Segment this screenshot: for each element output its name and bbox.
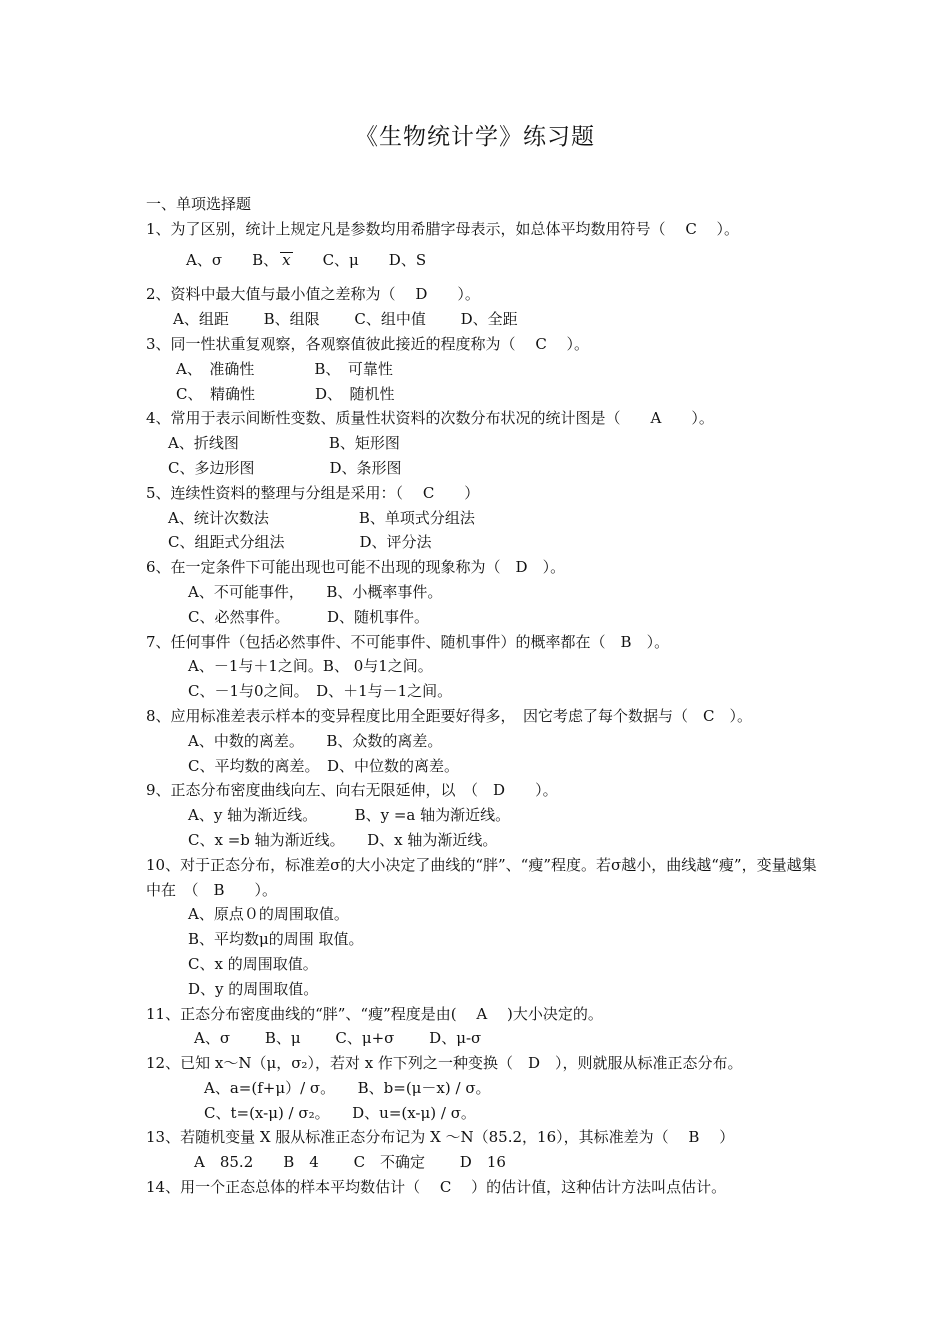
question-10-option-b: B、平均数μ的周围 取值。 — [188, 930, 364, 949]
question-8-options-2: C、平均数的离差。 D、中位数的离差。 — [188, 756, 460, 775]
question-6-options-2: C、必然事件。 D、随机事件。 — [188, 607, 430, 626]
question-9-stem: 9、正态分布密度曲线向左、向右无限延伸，以 （ D ）。 — [146, 781, 558, 800]
question-7-stem: 7、任何事件（包括必然事件、不可能事件、随机事件）的概率都在（ B ）。 — [146, 632, 670, 651]
question-10-stem: 10、对于正态分布，标准差σ的大小决定了曲线的“胖”、“瘦”程度。若σ越小，曲线越“瘦”，变量越集中在 （ B ）。 — [146, 855, 817, 899]
q1-option-cd: C、μ D、S — [292, 250, 427, 269]
question-6-options-1: A、不可能事件， B、小概率事件。 — [188, 582, 443, 601]
question-10-option-a: A、原点０的周围取值。 — [188, 905, 349, 924]
question-1-options — [146, 248, 818, 273]
question-2-options: A、组距 B、组限 C、组中值 D、全距 — [173, 310, 518, 329]
question-11-options: A、σ B、μ C、μ+σ D、μ-σ — [194, 1029, 482, 1048]
question-14-stem: 14、用一个正态总体的样本平均数估计（ C ）的估计值，这种估计方法叫点估计。 — [146, 1178, 727, 1197]
question-12-stem: 12、已知 x～N（μ，σ₂），若对 x 作下列之一种变换（ D ），则就服从标准正态分布。 — [146, 1054, 743, 1073]
question-13-stem: 13、若随机变量 X 服从标准正态分布记为 X ～N（85.2，16），其标准差为（ B ） — [146, 1128, 735, 1147]
question-12-options-1: A、a=(f+μ）/ σ。 B、b=(μ－x) / σ。 — [204, 1078, 491, 1097]
question-4-stem: 4、常用于表示间断性变数、质量性状资料的次数分布状况的统计图是（ A ）。 — [146, 409, 714, 428]
question-9-options-2: C、x =b 轴为渐近线。 D、x 轴为渐近线。 — [188, 830, 498, 849]
question-9-options-1: A、y 轴为渐近线。 B、y =a 轴为渐近线。 — [188, 806, 511, 825]
question-7-options-1: A、－1与＋1之间。B、 0与1之间。 — [188, 657, 433, 676]
question-5-options-1: A、统计次数法 B、单项式分组法 — [168, 508, 475, 527]
question-5-stem: 5、连续性资料的整理与分组是采用：（ C ） — [146, 483, 480, 502]
question-13-options: A 85.2 B 4 C 不确定 D 16 — [194, 1153, 506, 1172]
question-10-option-d: D、y 的周围取值。 — [188, 979, 319, 998]
question-3-options-1: A、 准确性 B、 可靠性 — [176, 359, 393, 378]
question-1-stem: 1、为了区别，统计上规定凡是参数均用希腊字母表示，如总体平均数用符号（ C ）。 — [146, 219, 740, 238]
question-5-options-2: C、组距式分组法 D、评分法 — [168, 533, 432, 552]
question-10-option-c: C、x 的周围取值。 — [188, 954, 318, 973]
question-12-options-2: C、t=(x-μ) / σ₂。 D、u=(x-μ) / σ。 — [204, 1103, 476, 1122]
question-list — [146, 192, 818, 1200]
question-8-options-1: A、中数的离差。 B、众数的离差。 — [188, 731, 443, 750]
section-heading: 一、单项选择题 — [146, 195, 252, 213]
question-3-stem: 3、同一性状重复观察，各观察值彼此接近的程度称为（ C ）。 — [146, 334, 590, 353]
question-6-stem: 6、在一定条件下可能出现也可能不出现的现象称为（ D ）。 — [146, 558, 566, 577]
question-11-stem: 11、正态分布密度曲线的“胖”、“瘦”程度是由( A )大小决定的。 — [146, 1004, 603, 1023]
question-3-options-2: C、 精确性 D、 随机性 — [176, 384, 395, 403]
x-bar-symbol: x — [282, 250, 291, 269]
q1-option-a: A、σ — [186, 250, 253, 269]
question-2-stem: 2、资料中最大值与最小值之差称为（ D ）。 — [146, 285, 480, 304]
question-8-stem: 8、应用标准差表示样本的变异程度比用全距要好得多， 因它考虑了每个数据与（ C ）。 — [146, 706, 753, 725]
page-title: 《生物统计学》练习题 — [355, 124, 595, 150]
question-4-options-2: C、多边形图 D、条形图 — [168, 458, 402, 477]
q1-option-b: B、 — [252, 250, 279, 269]
question-7-options-2: C、－1与0之间。 D、＋1与－1之间。 — [188, 682, 453, 701]
question-4-options-1: A、折线图 B、矩形图 — [168, 434, 400, 453]
